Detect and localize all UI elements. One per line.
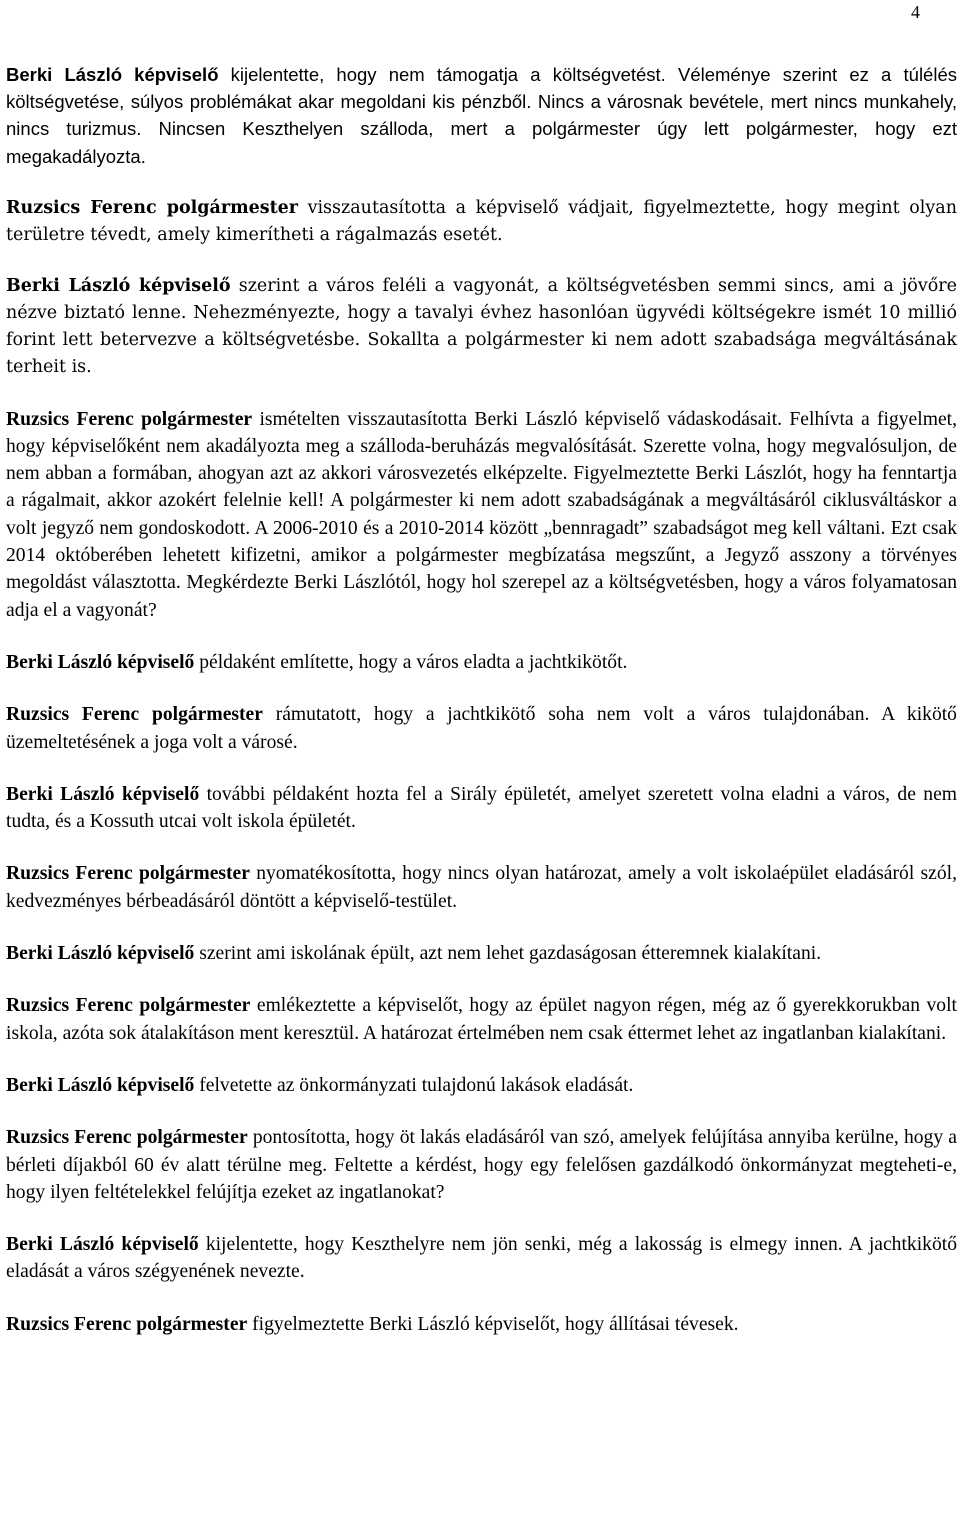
document-body — [6, 61, 957, 1363]
paragraph — [6, 1231, 957, 1286]
paragraph-text: kijelentette, hogy nem támogatja a költségvetést. Véleménye szerint ez a túlélés költségvetése, súlyos problémákat akar megoldani kis pénzből. Nincs a városnak bevétele, mert nincs munkahely, nincs turizmus. Nincsen Keszthelyen szálloda, mert a polgármester úgy lett polgármester, hogy ezt megakadályozta. — [6, 64, 957, 167]
speaker-name: Ruzsics Ferenc polgármester — [6, 408, 253, 430]
paragraph — [6, 273, 957, 380]
paragraph-text: szerint a város feléli a vagyonát, a költségvetésben semmi sincs, ami a jövőre nézve biztató lenne. Nehezményezte, hogy a tavalyi évhez hasonlóan ügyvédi költségekre ismét 10 millió forint lett betervezve a költségvetésbe. Sokallta a polgármester ki nem adott szabadsága megváltásának terheit is. — [6, 276, 957, 377]
paragraph-text: emlékeztette a képviselőt, hogy az épület nagyon régen, még az ő gyerekkorukban volt iskola, azóta sok átalakításon ment keresztül. A határozat értelmében nem csak éttermet lehet az ingatlanban kialakítani. — [6, 995, 957, 1044]
speaker-name: Ruzsics Ferenc polgármester — [6, 704, 263, 726]
paragraph-text: figyelmeztette Berki László képviselőt, hogy állításai tévesek. — [247, 1313, 739, 1335]
speaker-name: Berki László képviselő — [6, 651, 195, 673]
speaker-name: Ruzsics Ferenc polgármester — [6, 1313, 248, 1335]
speaker-name: Berki László képviselő — [6, 276, 231, 297]
speaker-name: Berki László képviselő — [6, 1074, 195, 1096]
speaker-name: Berki László képviselő — [6, 1234, 199, 1256]
speaker-name: Ruzsics Ferenc polgármester — [6, 1127, 248, 1149]
paragraph — [6, 195, 957, 249]
paragraph-text: nyomatékosította, hogy nincs olyan határozat, amely a volt iskolaépület eladásáról szól, kedvezményes bérbeadásáról döntött a képviselő-testület. — [6, 863, 957, 912]
paragraph — [6, 406, 957, 624]
paragraph-text: felvetette az önkormányzati tulajdonú lakások eladását. — [194, 1074, 634, 1096]
speaker-name: Ruzsics Ferenc polgármester — [6, 863, 250, 885]
speaker-name: Ruzsics Ferenc polgármester — [6, 197, 299, 218]
speaker-name: Ruzsics Ferenc polgármester — [6, 995, 251, 1017]
paragraph — [6, 1072, 957, 1099]
paragraph — [6, 781, 957, 836]
paragraph — [6, 860, 957, 915]
paragraph-text: pontosította, hogy öt lakás eladásáról van szó, amelyek felújítása annyiba kerülne, hogy a bérleti díjakból 60 év alatt térülne meg. Feltette a kérdést, hogy egy felelősen gazdálkodó önkormányzat megteheti-e, hogy ilyen feltételekkel felújítja ezeket az ingatlanokat? — [6, 1127, 957, 1203]
paragraph-text: szerint ami iskolának épült, azt nem lehet gazdaságosan étteremnek kialakítani. — [194, 943, 822, 965]
paragraph-text: további példaként hozta fel a Sirály épületét, amelyet szeretett volna eladni a város, de nem tudta, és a Kossuth utcai volt iskola épületét. — [6, 783, 958, 833]
paragraph-text: ismételten visszautasította Berki László képviselő vádaskodásait. Felhívta a figyelmet, hogy képviselőként nem akadályozta meg a szálloda-beruházás megvalósítását. Szerette volna, hogy megvalósuljon, de nem abban a formában, ahogyan azt az akkori városvezetés elképzelte. Figyelmeztette Berki Lászlót, hogy ha fenntartja a rágalmait, akkor azokért felelnie kell! A polgármester ki nem adott szabadságának a megváltásáról ciklusváltáskor a volt jegyző nem gondoskodott. A 2006-2010 és a 2010-2014 között „bennragadt” szabadságot meg kell váltani. Ezt csak 2014 októberében lehetett kifizetni, amikor a polgármester megbízatása megszűnt, a Jegyző asszony a törvényes megoldást választotta. Megkérdezte Berki Lászlótól, hogy hol szerepel az a költségvetésben, hogy a város folyamatosan adja el a vagyonát? — [6, 408, 957, 621]
paragraph — [6, 992, 957, 1047]
speaker-name: Berki László képviselő — [6, 64, 219, 85]
page-number: 4 — [911, 2, 920, 22]
paragraph — [6, 1311, 957, 1338]
paragraph — [6, 649, 957, 676]
paragraph-text: visszautasította a képviselő vádjait, figyelmeztette, hogy megint olyan területre tévedt, amely kimerítheti a rágalmazás esetét. — [6, 197, 957, 245]
paragraph — [6, 1124, 957, 1206]
paragraph — [6, 61, 957, 170]
paragraph — [6, 701, 957, 756]
paragraph-text: kijelentette, hogy Keszthelyre nem jön senki, még a lakosság is elmegy innen. A jachtkikötő eladását a város szégyenének nevezte. — [6, 1234, 957, 1283]
speaker-name: Berki László képviselő — [6, 783, 200, 805]
paragraph-text: példaként említette, hogy a város eladta a jachtkikötőt. — [194, 651, 628, 673]
paragraph-text: rámutatott, hogy a jachtkikötő soha nem volt a város tulajdonában. A kikötő üzemeltetésének a joga volt a városé. — [6, 704, 957, 753]
paragraph — [6, 940, 957, 967]
speaker-name: Berki László képviselő — [6, 943, 195, 965]
